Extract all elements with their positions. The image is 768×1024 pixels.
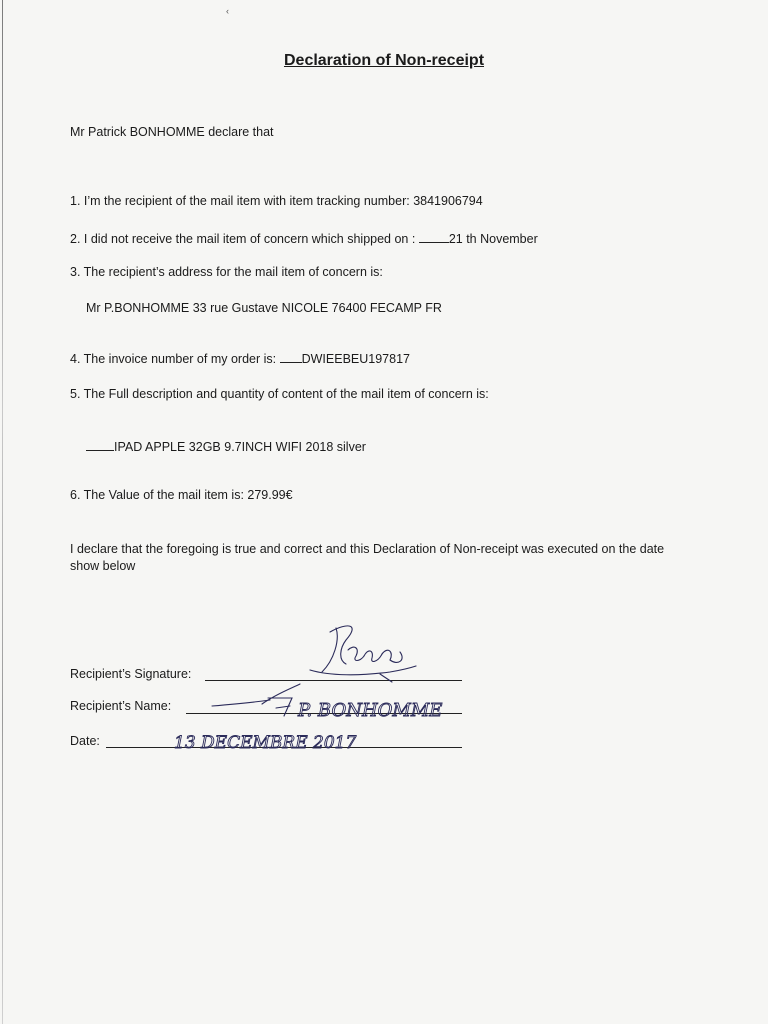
declaration-statement: I declare that the foregoing is true and correct and this Declaration of Non-receipt was executed on the date show below [70, 542, 665, 573]
handwritten-date [174, 733, 356, 753]
date-label: Date: [70, 734, 100, 748]
handwritten-name [212, 698, 442, 721]
item-shipping-date-label: 2. I did not receive the mail item of concern which shipped on : [70, 232, 419, 246]
handwritten-date-text: 13 DECEMBRE 2017 [174, 733, 357, 753]
item-description-value: IPAD APPLE 32GB 9.7INCH WIFI 2018 silver [114, 440, 366, 454]
item-invoice-label: 4. The invoice number of my order is: [70, 352, 280, 366]
name-label: Recipient’s Name: [70, 699, 172, 713]
scan-speck: ‹ [226, 6, 229, 16]
recipient-address: Mr P.BONHOMME 33 rue Gustave NICOLE 76400 FECAMP FR [86, 301, 442, 315]
handwritten-name-text: P. BONHOMME [298, 700, 443, 721]
item-description-heading: 5. The Full description and quantity of content of the mail item of concern is: [70, 387, 489, 401]
item-value: 6. The Value of the mail item is: 279.99€ [70, 488, 293, 502]
item-invoice-value: DWIEEBEU197817 [301, 352, 410, 366]
signature-label: Recipient’s Signature: [70, 667, 192, 681]
document-title: Declaration of Non-receipt [283, 52, 485, 69]
handwritten-signature [262, 626, 416, 704]
item-shipping-date-value: 21 th November [448, 232, 538, 246]
intro-line: Mr Patrick BONHOMME declare that [70, 125, 274, 139]
item-address-heading: 3. The recipient’s address for the mail item of concern is: [70, 265, 383, 279]
item-tracking-number: 1. I’m the recipient of the mail item with item tracking number: 3841906794 [70, 194, 483, 208]
